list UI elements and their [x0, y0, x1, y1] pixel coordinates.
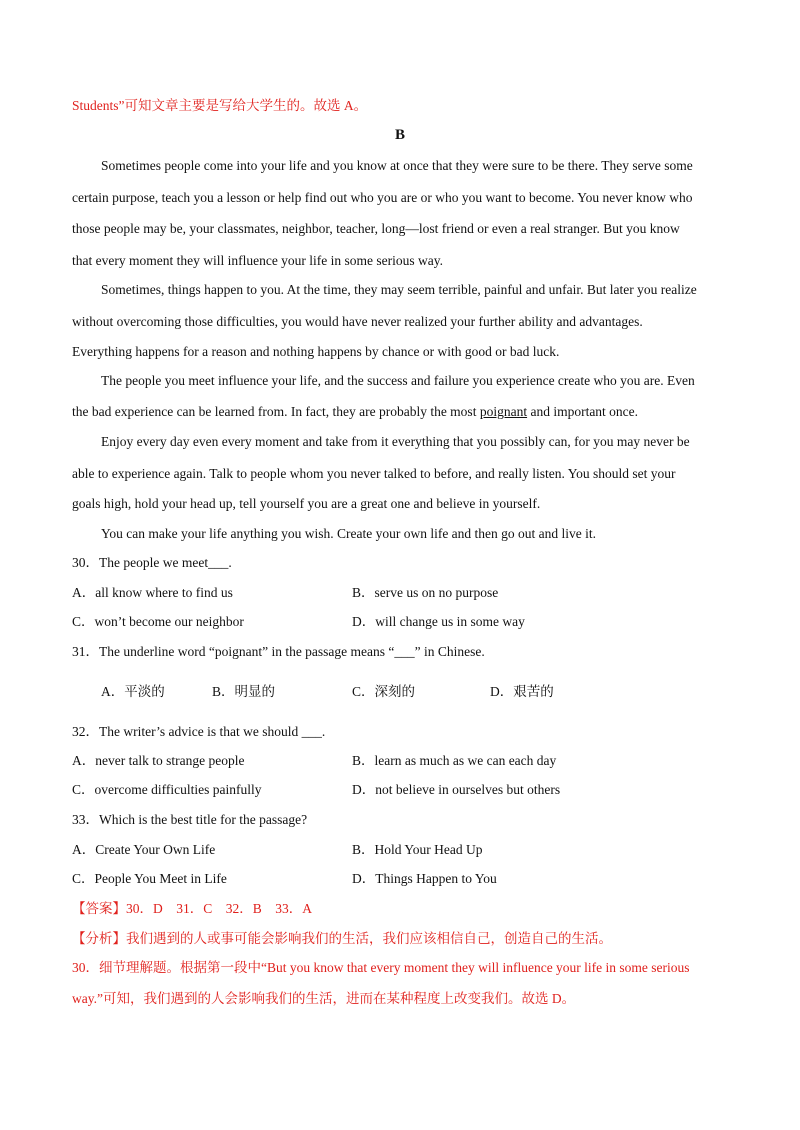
question-31-option-d: D．艰苦的 — [490, 684, 554, 699]
question-30-option-a: A．all know where to find us — [72, 585, 233, 600]
passage-line — [72, 403, 638, 421]
question-31-option-c: C．深刻的 — [352, 684, 416, 699]
question-32-option-c: C．overcome difficulties painfully — [72, 782, 262, 797]
question-33-stem: 33．Which is the best title for the passage? — [72, 812, 308, 827]
question-33-option-d: D．Things Happen to You — [352, 871, 497, 886]
top-note: Students”可知文章主要是写给大学生的。故选 A。 — [72, 98, 368, 113]
question-32-option-b: B．learn as much as we can each day — [352, 753, 557, 768]
question-32-stem: 32．The writer’s advice is that we should ___. — [72, 724, 326, 739]
question-31-option-a: A．平淡的 — [101, 684, 165, 699]
passage-line: certain purpose, teach you a lesson or help find out who you are or who you want to become. You never know who — [72, 190, 693, 205]
question-30-stem: 30．The people we meet___. — [72, 555, 232, 570]
question-33-option-a: A．Create Your Own Life — [72, 842, 216, 857]
passage-line: The people you meet influence your life, and the success and failure you experience create who you are. Even — [101, 373, 695, 388]
explanation-line: 30．细节理解题。根据第一段中“But you know that every moment they will influence your life in some serious — [72, 960, 690, 975]
passage-text: and important once. — [527, 404, 639, 419]
passage-line: those people may be, your classmates, neighbor, teacher, long—lost friend or even a real stranger. But you know — [72, 221, 680, 236]
question-30-option-d: D．will change us in some way — [352, 614, 525, 629]
question-30-option-c: C．won’t become our neighbor — [72, 614, 244, 629]
passage-text: the bad experience can be learned from. In fact, they are probably the most — [72, 404, 480, 419]
question-32-option-d: D．not believe in ourselves but others — [352, 782, 561, 797]
question-31-stem: 31．The underline word “poignant” in the passage means “___” in Chinese. — [72, 644, 485, 659]
passage-line: that every moment they will influence your life in some serious way. — [72, 253, 444, 268]
passage-line: Sometimes people come into your life and you know at once that they were sure to be there. They serve some — [101, 158, 693, 173]
question-30-option-b: B．serve us on no purpose — [352, 585, 499, 600]
passage-line: without overcoming those difficulties, you would have never realized your further ability and advantages. — [72, 314, 643, 329]
analysis-line: 【分析】我们遇到的人或事可能会影响我们的生活，我们应该相信自己，创造自己的生活。 — [72, 931, 612, 946]
question-33-option-b: B．Hold Your Head Up — [352, 842, 483, 857]
passage-line: goals high, hold your head up, tell yourself you are a great one and believe in yourself. — [72, 496, 541, 511]
section-label: B — [394, 127, 405, 143]
passage-line: You can make your life anything you wish. Create your own life and then go out and live it. — [101, 526, 597, 541]
explanation-line: way.”可知，我们遇到的人会影响我们的生活，进而在某种程度上改变我们。故选 D。 — [72, 991, 576, 1006]
question-33-option-c: C．People You Meet in Life — [72, 871, 227, 886]
question-32-option-a: A．never talk to strange people — [72, 753, 245, 768]
question-31-option-b: B．明显的 — [212, 684, 276, 699]
passage-line: Everything happens for a reason and nothing happens by chance or with good or bad luck. — [72, 344, 560, 359]
passage-line: Sometimes, things happen to you. At the time, they may seem terrible, painful and unfair. But later you realize — [101, 282, 697, 297]
underlined-word: poignant — [479, 404, 528, 419]
answer-line: 【答案】30．D 31．C 32．B 33．A — [72, 901, 313, 916]
passage-line: Enjoy every day even every moment and take from it everything that you possibly can, for you may never be — [101, 434, 690, 449]
passage-line: able to experience again. Talk to people whom you never talked to before, and really listen. You should set your — [72, 466, 676, 481]
